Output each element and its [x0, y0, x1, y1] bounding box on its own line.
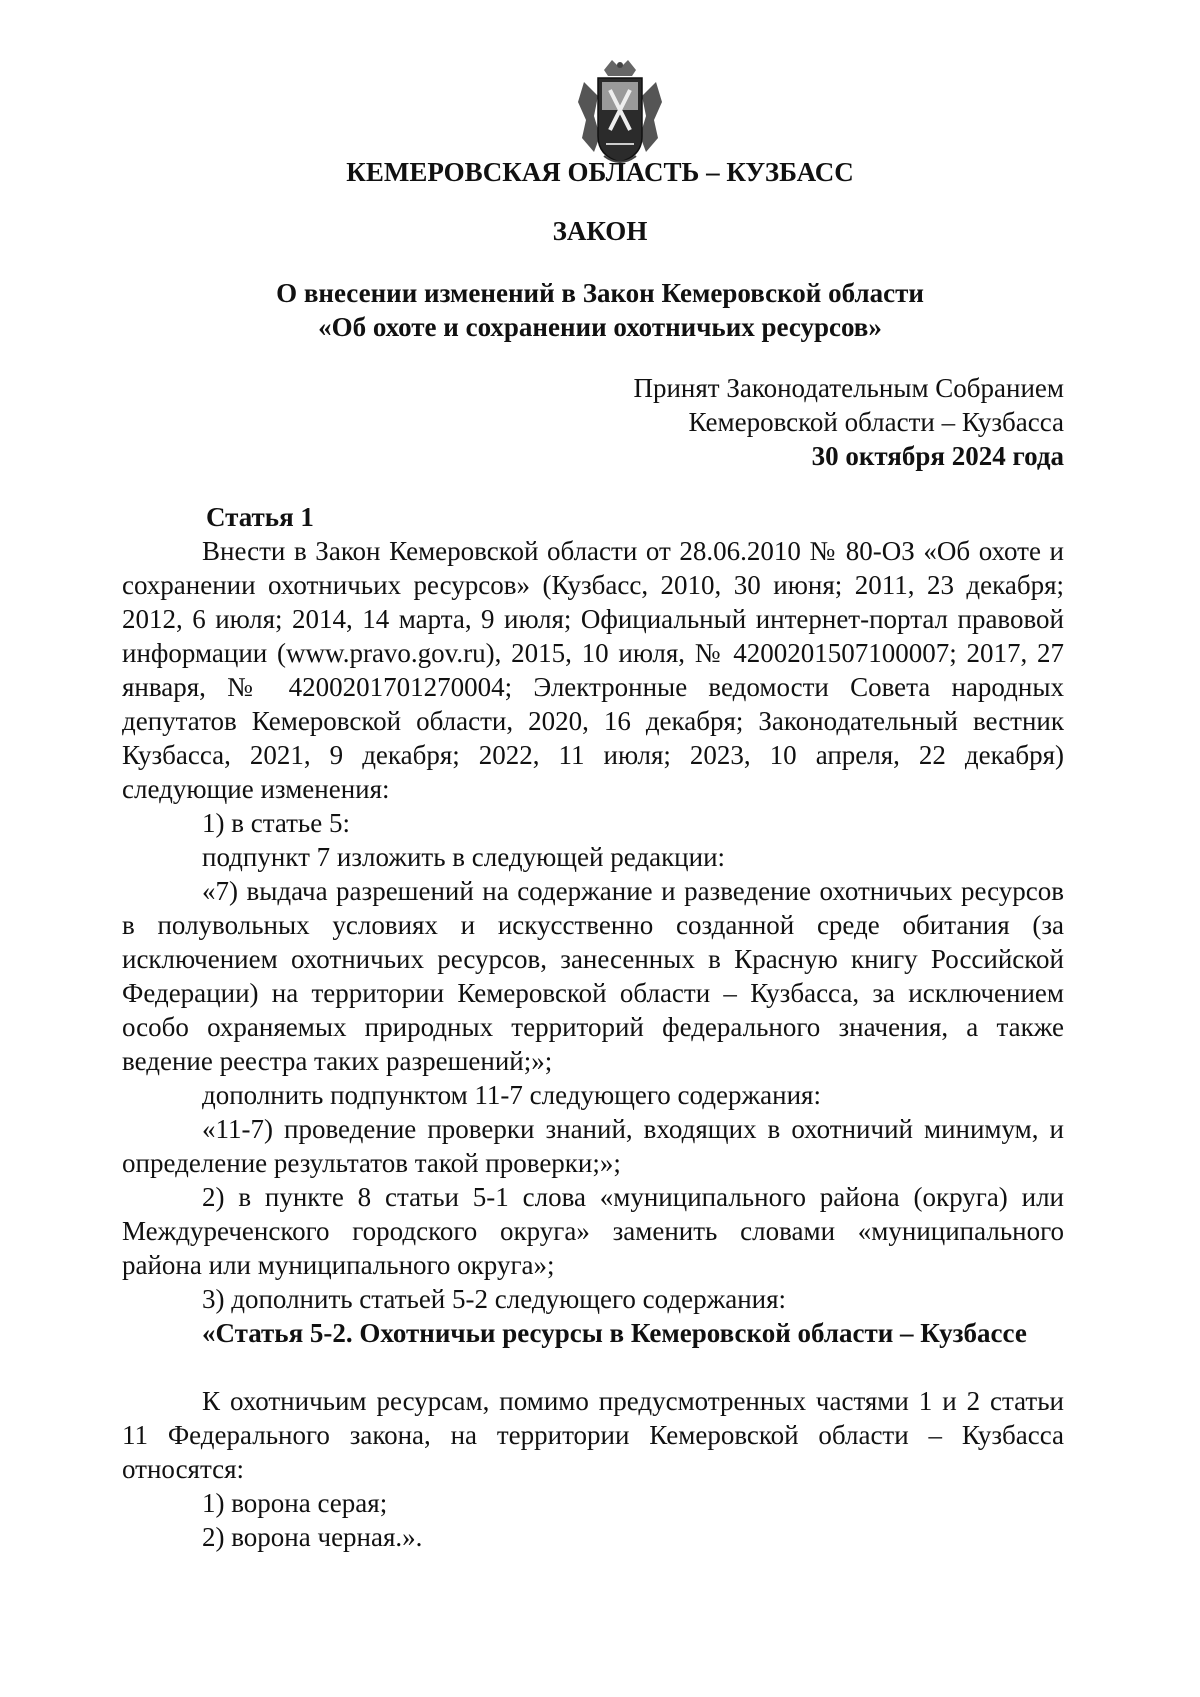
- law-title-line1: О внесении изменений в Закон Кемеровской области: [276, 278, 924, 308]
- coat-of-arms-emblem: [574, 56, 666, 166]
- article-paragraph: «11-7) проведение проверки знаний, входящих в охотничий минимум, и определение результатов такой проверки;»;: [122, 1114, 1064, 1178]
- article-paragraph: «7) выдача разрешений на содержание и разведение охотничьих ресурсов в полувольных условиях и искусственно созданной среде обитания (за исключением охотничьих ресурсов, занесенных в Красную книгу Российской Федерации) на территории Кемеровской области – Кузбасса, за исключением особо охраняемых природных территорий федерального значения, а также ведение реестра таких разрешений;»;: [122, 876, 1064, 1076]
- article-paragraph: дополнить подпунктом 11-7 следующего содержания:: [202, 1080, 821, 1110]
- new-article-paragraph: 2) ворона черная.».: [202, 1522, 423, 1552]
- adoption-line2: Кемеровской области – Кузбасса: [688, 407, 1064, 437]
- article-paragraph: Внести в Закон Кемеровской области от 28.06.2010 № 80-ОЗ «Об охоте и сохранении охотничьих ресурсов» (Кузбасс, 2010, 30 июня; 2011, 23 декабря; 2012, 6 июля; 2014, 14 марта, 9 июля; Официальный интернет-портал правовой информации (www.pravo.gov.ru), 2015, 10 июля, № 4200201507100007; 2017, 27 января, № 4200201701270004; Электронные ведомости Совета народных депутатов Кемеровской области, 2020, 16 декабря; Законодательный вестник Кузбасса, 2021, 9 декабря; 2022, 11 июля; 2023, 10 апреля, 22 декабря) следующие изменения:: [122, 536, 1064, 804]
- new-article-heading: «Статья 5-2. Охотничьи ресурсы в Кемеровской области – Кузбассе: [202, 1318, 1027, 1348]
- adoption-block: [633, 371, 1064, 473]
- region-name: КЕМЕРОВСКАЯ ОБЛАСТЬ – КУЗБАСС: [346, 157, 854, 187]
- document-type: ЗАКОН: [552, 216, 648, 246]
- adoption-line1: Принят Законодательным Собранием: [633, 373, 1064, 403]
- adoption-date: 30 октября 2024 года: [811, 441, 1064, 471]
- new-article-paragraph: К охотничьим ресурсам, помимо предусмотренных частями 1 и 2 статьи 11 Федерального закона, на территории Кемеровской области – Кузбасса относятся:: [122, 1386, 1064, 1484]
- new-article-paragraph: 1) ворона серая;: [202, 1488, 388, 1518]
- article-paragraph: 2) в пункте 8 статьи 5-1 слова «муниципального района (округа) или Междуреченского городского округа» заменить словами «муниципального района или муниципального округа»;: [122, 1182, 1064, 1280]
- article-paragraph: 3) дополнить статьей 5-2 следующего содержания:: [202, 1284, 787, 1314]
- article-body: [122, 500, 1064, 1554]
- article-paragraph: 1) в статье 5:: [202, 808, 350, 838]
- law-title-line2: «Об охоте и сохранении охотничьих ресурсов»: [318, 312, 882, 342]
- article-heading: Статья 1: [206, 502, 314, 532]
- article-paragraph: подпункт 7 изложить в следующей редакции:: [202, 842, 726, 872]
- law-title: [0, 276, 1200, 344]
